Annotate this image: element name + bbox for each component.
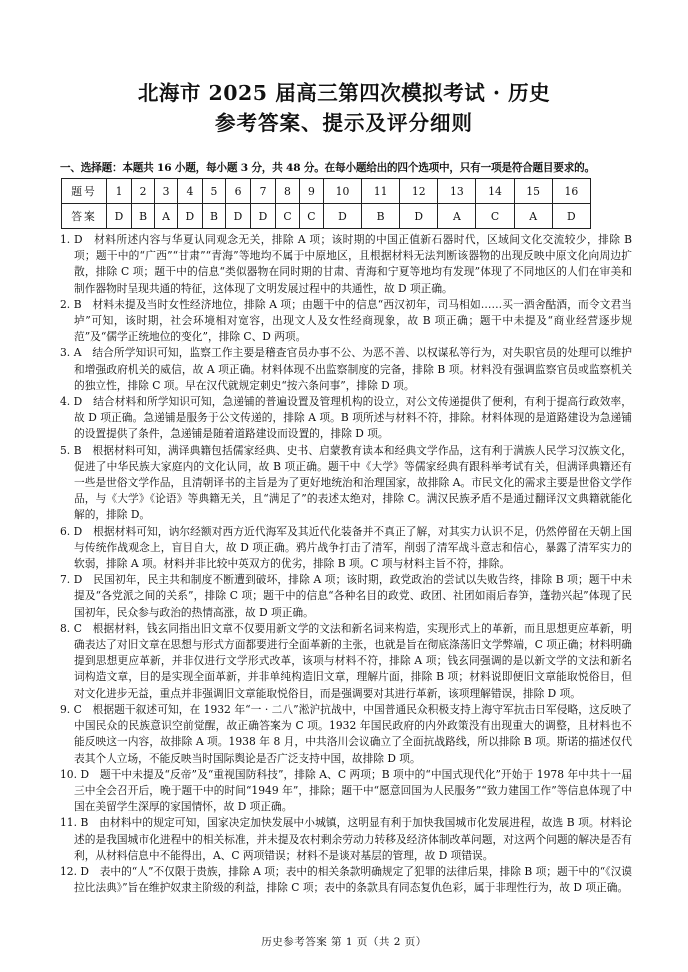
item-text: 结合所学知识可知，监察工作主要是稽查官员办事不公、为恶不善、以权谋私等行为，对失职官员的处理可以维护和增强政府机关的威信，故 A 项正确。材料体现不出监察制度的完备，排除 B 项。材料没有强调监察官员或监察机关的独立性，排除 C 项。早在汉代就规定刺史“按六条问事”，排除 D 项。: [74, 346, 632, 392]
question-number: 16: [552, 179, 590, 204]
answer-cell: D: [323, 204, 361, 229]
explanation-item: [60, 443, 632, 524]
item-text: 题干中未提及“反帝”及“重视国防科技”，排除 A、C 两项；B 项中的“中国式现代化”开始于 1978 年中共十一届三中全会召开后，晚于题干中的时间“1949 年”，排除；题干中“愿意回国为人民服务”“致力建国工作”等信息体现了中国在美留学生深厚的家国情怀，故 D 项正确。: [74, 767, 632, 814]
item-number: 4. D: [60, 395, 83, 409]
question-number: 2: [132, 179, 155, 204]
question-number: 3: [155, 179, 178, 204]
explanation-item: [60, 394, 632, 443]
answer-cell: D: [400, 204, 438, 229]
item-text: 根据题干叙述可知，在 1932 年“一 · 二八”淞沪抗战中，中国普通民众积极支持上海守军抗击日军侵略，这反映了中国民众的民族意识空前觉醒，故正确答案为 C 项。1932 年国民政府的内外政策没有出现重大的调整，且材料也不能反映这一内容，故排除 A 项。1938 年 8 月，中共洛川会议确立了全面抗战路线，所以排除 B 项。斯诺的描述仅代表其个人立场，不能反映当时国际舆论是否广泛支持中国，故排除 D 项。: [74, 702, 632, 765]
explanation-item: [60, 232, 632, 297]
answer-cell: B: [132, 204, 155, 229]
explanation-item: [60, 621, 632, 702]
explanation-item: [60, 702, 632, 767]
item-number: 11. B: [60, 816, 89, 830]
explanation-item: [60, 864, 632, 896]
question-number: 7: [251, 179, 276, 204]
item-number: 1. D: [60, 233, 83, 246]
explanation-item: [60, 815, 632, 864]
item-text: 根据材料，钱玄同指出旧文章不仅要用新文学的文法和新名词来构造，实现形式上的革新，而且思想更应革新，明确表达了对旧文章在思想与形式方面都要进行全面革新的主张，也就是旨在彻底涤荡旧文学弊端，C 项正确；材料明确提到思想更应革新，并非仅进行文学形式改革，该项与材料不符，排除 A 项；钱玄同强调的是以新文学的文法和新名词构造文章，目的是实现全面革新，并非单纯构造旧文章，理解片面，排除 B 项；材料说即便旧文章能取悦俗目，但对文化进步无益，重点并非强调旧文章能取悦俗目，而是强调要对其进行革新，该项理解错误，排除 D 项。: [74, 621, 632, 700]
answer-cell: C: [476, 204, 514, 229]
number-row-label: 题号: [62, 179, 107, 204]
answer-cell: D: [226, 204, 251, 229]
page-footer: 历史参考答案 第 1 页（共 2 页）: [261, 936, 427, 948]
question-number: 14: [476, 179, 514, 204]
item-text: 材料所述内容与华夏认同观念无关，排除 A 项；该时期的中国正值新石器时代，区域间文化交流较少，排除 B 项；题干中的“广西”“甘肃”“青海”等地均不属于中原地区，且根据材料无法判断该器物的出现反映中原文化向周边扩散，排除 C 项；题干中的信息“类似器物在同时期的甘肃、青海和宁夏等地均有发现”体现了不同地区的人们在审美和制作器物时呈现共通的特征，这体现了文明发展过程中的共通性，故 D 项正确。: [74, 233, 632, 295]
question-number: 15: [514, 179, 552, 204]
item-number: 6. D: [60, 524, 83, 538]
question-number: 1: [107, 179, 132, 204]
item-number: 2. B: [60, 297, 82, 311]
answer-table-number-row: [62, 179, 591, 204]
answer-cell: A: [438, 204, 476, 229]
answer-cell: A: [155, 204, 178, 229]
question-number: 6: [226, 179, 251, 204]
explanation-item: [60, 767, 632, 816]
item-number: 9. C: [60, 702, 82, 716]
page-title: 北海市 2025 届高三第四次模拟考试 · 历史: [137, 81, 551, 105]
question-number: 5: [202, 179, 225, 204]
explanation-item: [60, 297, 632, 346]
explanation-list: [60, 232, 632, 896]
question-number: 9: [299, 179, 323, 204]
item-number: 8. C: [60, 621, 82, 635]
item-number: 10. D: [60, 767, 90, 781]
explanation-item: [60, 345, 632, 394]
answer-cell: D: [251, 204, 276, 229]
item-text: 结合材料和所学知识可知，急递铺的普遍设置及管理机构的设立，对公文传递提供了便利，有利于提高行政效率，故 D 项正确。急递铺是服务于公文传递的，排除 A 项。B 项所述与材料不符，排除。材料体现的是道路建设为急递铺的设置提供了条件，急递铺是随着道路建设而设置的，排除 D 项。: [74, 395, 632, 441]
explanation-item: [60, 524, 632, 573]
item-text: 表中的“人”不仅限于贵族，排除 A 项；表中的相关条款明确规定了犯罪的法律后果，排除 B 项；题干中的“《汉谟拉比法典》”旨在维护奴隶主阶级的利益，排除 C 项；表中的条款具有同态复仇色彩，属于非理性行为，故 D 项正确。: [74, 864, 632, 895]
item-number: 5. B: [60, 443, 82, 457]
answer-table: [61, 178, 591, 229]
item-number: 7. D: [60, 573, 83, 587]
page-subtitle: 参考答案、提示及评分细则: [215, 111, 473, 135]
answer-cell: D: [177, 204, 202, 229]
question-number: 11: [362, 179, 400, 204]
answer-cell: A: [514, 204, 552, 229]
question-number: 8: [276, 179, 300, 204]
answer-cell: B: [202, 204, 225, 229]
answer-cell: B: [362, 204, 400, 229]
question-number: 12: [400, 179, 438, 204]
explanation-item: [60, 572, 632, 621]
question-number: 4: [177, 179, 202, 204]
answer-cell: D: [107, 204, 132, 229]
item-text: 根据材料可知，讷尔经额对西方近代海军及其近代化装备并不真正了解，对其实力认识不足，仍然停留在天朝上国与传统作战观念上，盲目自大，故 D 项正确。鸦片战争打击了清军，削弱了清军战斗意志和信心，暴露了清军实力的软弱，排除 A 项。材料并非比较中英双方的优劣，排除 B 项。C 项与材料主旨不符，排除。: [74, 524, 632, 571]
answer-row-label: 答案: [62, 204, 107, 229]
answer-table-answer-row: [62, 204, 591, 229]
item-text: 根据材料可知，满译典籍包括儒家经典、史书、启蒙教育读本和经典文学作品，这有利于满族人民学习汉族文化，促进了中华民族大家庭内的文化认同，故 B 项正确。题干中《大学》等儒家经典有跟科举考试有关，但满译典籍还有一些是世俗文学作品，且清朝译书的主旨是为了更好地统治和治理国家，故排除 A。市民文化的需求主要是世俗文学作品，与《大学》《论语》等典籍无关，且“满足了”的表述太绝对，排除 C。满汉民族矛盾不是通过翻译汉文典籍就能化解的，排除 D。: [74, 443, 632, 522]
answer-cell: D: [552, 204, 590, 229]
item-text: 由材料中的规定可知，国家决定加快发展中小城镇，这明显有利于加快我国城市化发展进程，故选 B 项。材料论述的是我国城市化进程中的相关标准，并未提及农村剩余劳动力转移及经济体制改革问题，对这两个问题的解决是否有利，从材料信息中不能得出，A、C 两项错误；材料不是谈对基层的管理，故 D 项错误。: [74, 816, 632, 862]
item-number: 3. A: [60, 346, 82, 360]
question-number: 10: [323, 179, 361, 204]
answer-cell: C: [276, 204, 300, 229]
answer-cell: C: [299, 204, 323, 229]
section-heading: 一、选择题：本题共 16 小题，每小题 3 分，共 48 分。在每小题给出的四个选项中，只有一项是符合题目要求的。: [60, 162, 595, 174]
question-number: 13: [438, 179, 476, 204]
item-text: 材料未提及当时女性经济地位，排除 A 项；由题干中的信息“西汉初年，司马相如……买一酒舍酤酒，而令文君当垆”可知，该时期，社会环境相对宽容，出现文人及女性经商现象，故 B 项正确；题干中未提及“商业经营逐步规范”及“儒学正统地位的变化”，排除 C、D 两项。: [74, 297, 632, 344]
item-text: 民国初年，民主共和制度不断遭到破坏，排除 A 项；该时期，政党政治的尝试以失败告终，排除 B 项；题干中未提及“各党派之间的关系”，排除 C 项；题干中的信息“各种名目的政党、政团、社团如雨后春笋，蓬勃兴起”体现了民国初年，民众参与政治的热情高涨，故 D 项正确。: [74, 573, 632, 619]
item-number: 12. D: [60, 864, 89, 878]
